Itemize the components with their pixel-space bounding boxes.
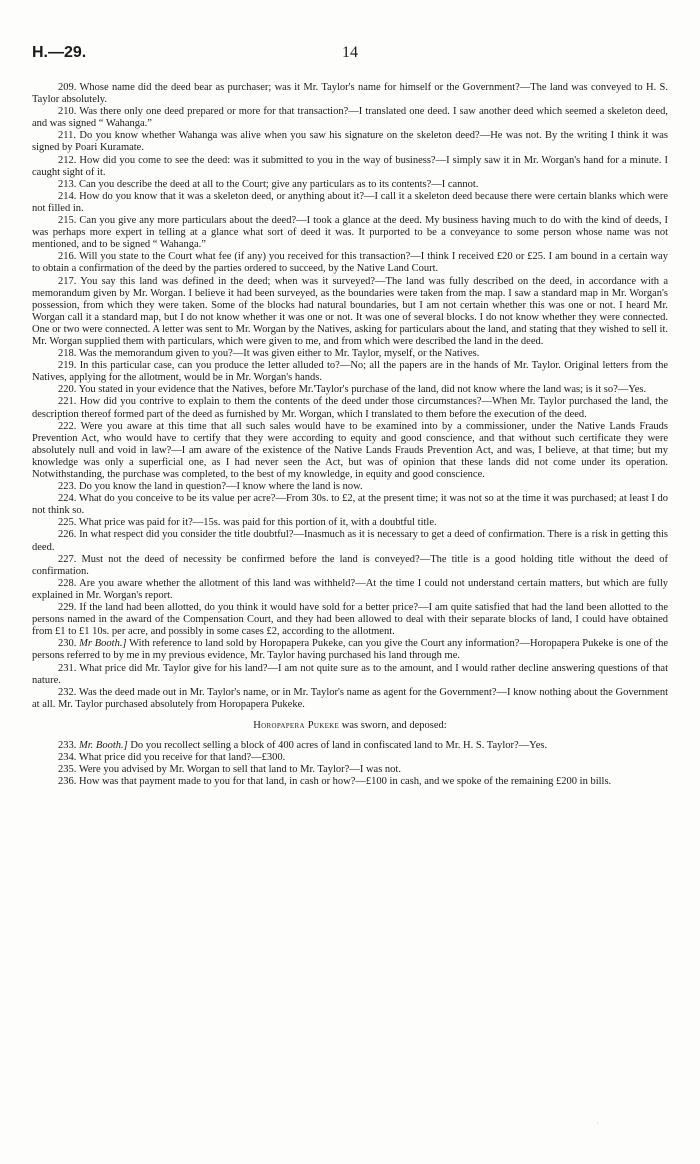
question-number: 230. bbox=[58, 638, 77, 650]
question-paragraph bbox=[32, 602, 668, 638]
question-paragraph bbox=[32, 663, 668, 687]
question-text: What price was paid for it?—15s. was paid for this portion of it, with a doubtful title. bbox=[78, 517, 437, 529]
question-number: 209. bbox=[58, 82, 77, 93]
question-number: 216. bbox=[58, 251, 77, 263]
question-number: 225. bbox=[58, 517, 77, 529]
question-number: 211. bbox=[58, 130, 76, 142]
question-number: 229. bbox=[58, 602, 77, 614]
question-text: Must not the deed of necessity be confirmed before the land is conveyed?—The title is a good holding title without the deed of confirmation. bbox=[32, 553, 668, 577]
question-text: What price did Mr. Taylor give for his land?—I am not quite sure as to the amount, and I would rather decline answering questions of that nature. bbox=[32, 662, 668, 686]
question-number: 226. bbox=[58, 529, 77, 541]
witness-name: Horopapera Pukeke bbox=[253, 719, 340, 731]
question-text: How do you know that it was a skeleton deed, or anything about it?—I call it a skeleton deed because there were certain blanks which were not filled in. bbox=[32, 190, 669, 214]
question-number: 228. bbox=[58, 577, 77, 589]
question-number: 215. bbox=[58, 215, 77, 227]
question-paragraph bbox=[32, 179, 668, 191]
question-text: Were you advised by Mr. Worgan to sell that land to Mr. Taylor?—I was not. bbox=[78, 764, 401, 776]
question-number: 210. bbox=[58, 106, 77, 118]
question-paragraph bbox=[32, 554, 668, 578]
question-text: You stated in your evidence that the Natives, before Mr.'Taylor's purchase of the land, did not know where the land was; is it so?—Yes. bbox=[78, 384, 647, 396]
question-paragraph bbox=[32, 529, 668, 553]
question-paragraph bbox=[32, 687, 668, 711]
question-text: Do you know whether Wahanga was alive when you saw his signature on the skeleton deed?—He was not. By the writing I think it was signed by Poari Kuramate. bbox=[32, 130, 669, 154]
question-paragraph bbox=[32, 740, 668, 752]
question-number: 219. bbox=[58, 360, 77, 372]
question-text: Will you state to the Court what fee (if any) you received for this transaction?—I think I received £20 or £25. I am bound in a certain way to obtain a confirmation of the deed by the parties ordered to succeed, by the Native Land Court. bbox=[32, 251, 668, 275]
question-paragraph bbox=[32, 360, 668, 384]
question-paragraph bbox=[32, 764, 668, 776]
speaker-label: Mr Booth.] bbox=[79, 638, 127, 650]
document-reference: H.—29. bbox=[32, 44, 87, 61]
question-text: How was that payment made to you for that land, in cash or how?—£100 in cash, and we spoke of the remaining £200 in bills. bbox=[79, 776, 612, 788]
question-number: 213. bbox=[58, 178, 77, 190]
question-text: Were you aware at this time that all such sales would have to be examined into by a commissioner, under the Native Lands Frauds Prevention Act, who would have to certify that they were according to equity and good conscience, and that without such certificate they were absolutely null and void in law?—I am aware of the existence of the Native Lands Frauds Prevention Act, and was, I believe, at that time; but my knowledge was only a superficial one, as I had never seen the Act, but was of opinion that these lands did not come under its operation. Notwithstanding, the purchase was completed, to the best of my knowledge, in equity and good conscience. bbox=[32, 420, 669, 480]
question-paragraph bbox=[32, 493, 668, 517]
question-text: What do you conceive to be its value per acre?—From 30s. to £2, at the present time; it was not so at the time it was purchased; at least I do not think so. bbox=[32, 493, 668, 517]
question-number: 212. bbox=[58, 154, 77, 166]
question-paragraph bbox=[32, 130, 668, 154]
question-number: 220. bbox=[58, 384, 77, 396]
question-text: How did you contrive to explain to them the contents of the deed under those circumstances?—When Mr. Taylor purchased the land, the description thereof formed part of the deed as furnished by Mr. Worgan, which I translated to them before the execution of the deed. bbox=[32, 396, 668, 420]
question-text: In what respect did you consider the title doubtful?—Inasmuch as it is necessary to get a deed of confirmation. There is a risk in getting this deed. bbox=[32, 529, 669, 553]
question-text: What price did you receive for that land?—£300. bbox=[78, 752, 286, 764]
question-number: 232. bbox=[58, 686, 77, 698]
question-paragraph bbox=[32, 82, 668, 106]
question-text: Whose name did the deed bear as purchaser; was it Mr. Taylor's name for himself or the Government?—The land was conveyed to H. S. Taylor absolutely. bbox=[32, 82, 668, 106]
question-paragraph bbox=[32, 251, 668, 275]
question-paragraph bbox=[32, 384, 668, 396]
question-text: Was the deed made out in Mr. Taylor's name, or in Mr. Taylor's name as agent for the Government?—I know nothing about the Government at all. Mr. Taylor purchased absolutely from Horopapera Pukeke. bbox=[32, 686, 668, 710]
question-text: Was there only one deed prepared or more for that transaction?—I translated one deed. I saw another deed which seemed a skeleton deed, and was signed “ Wahanga.” bbox=[32, 106, 668, 130]
question-number: 214. bbox=[58, 190, 77, 202]
witness-heading bbox=[32, 720, 668, 732]
question-number: 236. bbox=[58, 776, 77, 788]
question-text: Do you recollect selling a block of 400 acres of land in confiscated land to Mr. H. S. Taylor?—Yes. bbox=[130, 739, 548, 751]
question-paragraph bbox=[32, 348, 668, 360]
question-number: 224. bbox=[58, 493, 77, 505]
question-paragraph bbox=[32, 752, 668, 764]
question-paragraph bbox=[32, 421, 668, 481]
evidence-section bbox=[32, 82, 668, 711]
question-paragraph bbox=[32, 638, 668, 662]
question-paragraph bbox=[32, 106, 668, 130]
question-text: You say this land was defined in the deed; when was it surveyed?—The land was fully described on the deed, in accordance with a memorandum given by Mr. Worgan. I believe it had been surveyed, as the boundaries were taken from the map. I saw a standard map in Mr. Worgan's possession, from which they were taken. Some of the blocks had natural boundaries, but I am not certain whether this was one or not. I heard Mr. Worgan call it a standard map, but I do not know whether it was one or not. It was one of several blocks. I do not know whether they were connected. One or two were connected. A letter was sent to Mr. Worgan by the Natives, asking for particulars about the land, and stating that they wished to sell it. Mr. Worgan supplied them with particulars, which were given to me, and from which were described the land in the deed. bbox=[32, 275, 668, 347]
question-number: 234. bbox=[58, 752, 77, 764]
question-paragraph bbox=[32, 155, 668, 179]
question-text: With reference to land sold by Horopapera Pukeke, can you give the Court any information?—Horopapera Pukeke is one of the persons referred to by me in my previous evidence, Mr. Taylor having purchased his land through me. bbox=[32, 638, 669, 662]
witness-sworn-text: was sworn, and deposed: bbox=[341, 719, 447, 731]
question-number: 218. bbox=[58, 348, 77, 360]
question-paragraph bbox=[32, 481, 668, 493]
question-paragraph bbox=[32, 776, 668, 788]
question-text: Do you know the land in question?—I know where the land is now. bbox=[79, 481, 363, 493]
question-text: How did you come to see the deed: was it submitted to you in the way of business?—I simply saw it in Mr. Worgan's hand for a minute. I caught sight of it. bbox=[32, 154, 669, 178]
question-number: 227. bbox=[58, 553, 77, 565]
evidence-section bbox=[32, 740, 668, 788]
question-text: Can you describe the deed at all to the Court; give any particulars as to its contents?—I cannot. bbox=[79, 178, 479, 190]
question-number: 235. bbox=[58, 764, 77, 776]
question-paragraph bbox=[32, 517, 668, 529]
page-header bbox=[32, 44, 668, 66]
speaker-label: Mr. Booth.] bbox=[79, 739, 128, 751]
question-text: Was the memorandum given to you?—It was given either to Mr. Taylor, myself, or the Natives. bbox=[78, 348, 480, 360]
question-number: 231. bbox=[58, 662, 77, 674]
question-paragraph bbox=[32, 276, 668, 349]
question-paragraph bbox=[32, 396, 668, 420]
question-number: 221. bbox=[58, 396, 77, 408]
question-number: 223. bbox=[58, 481, 77, 493]
page-number: 14 bbox=[342, 44, 358, 61]
question-number: 217. bbox=[58, 275, 77, 287]
question-text: Are you aware whether the allotment of this land was withheld?—At the time I could not understand certain matters, but which are fully explained in Mr. Worgan's report. bbox=[32, 577, 669, 601]
page-speck: · bbox=[596, 1118, 599, 1128]
question-text: Can you give any more particulars about the deed?—I took a glance at the deed. My business having much to do with the kind of deeds, I was perhaps more expert in telling at a glance what sort of deed it was. It purported to be a conveyance to some person whose name was not mentioned, and to be signed “ Wahanga.” bbox=[32, 215, 669, 251]
question-paragraph bbox=[32, 215, 668, 251]
question-paragraph bbox=[32, 191, 668, 215]
question-number: 233. bbox=[58, 739, 77, 751]
question-text: In this particular case, can you produce the letter alluded to?—No; all the papers are in the hands of Mr. Taylor. Original letters from the Natives, applying for the allotment, would be in Mr. Worgan's hands. bbox=[32, 360, 669, 384]
document-body bbox=[32, 82, 668, 788]
question-number: 222. bbox=[58, 420, 77, 432]
question-text: If the land had been allotted, do you think it would have sold for a better price?—I am quite satisfied that had the land been allotted to the persons named in the award of the Compensation Court, and they had been allowed to deal with their separate blocks of land, I could have obtained from £1 to £1 10s. per acre, and possibly in some cases £2, according to the allotment. bbox=[32, 602, 668, 638]
question-paragraph bbox=[32, 578, 668, 602]
